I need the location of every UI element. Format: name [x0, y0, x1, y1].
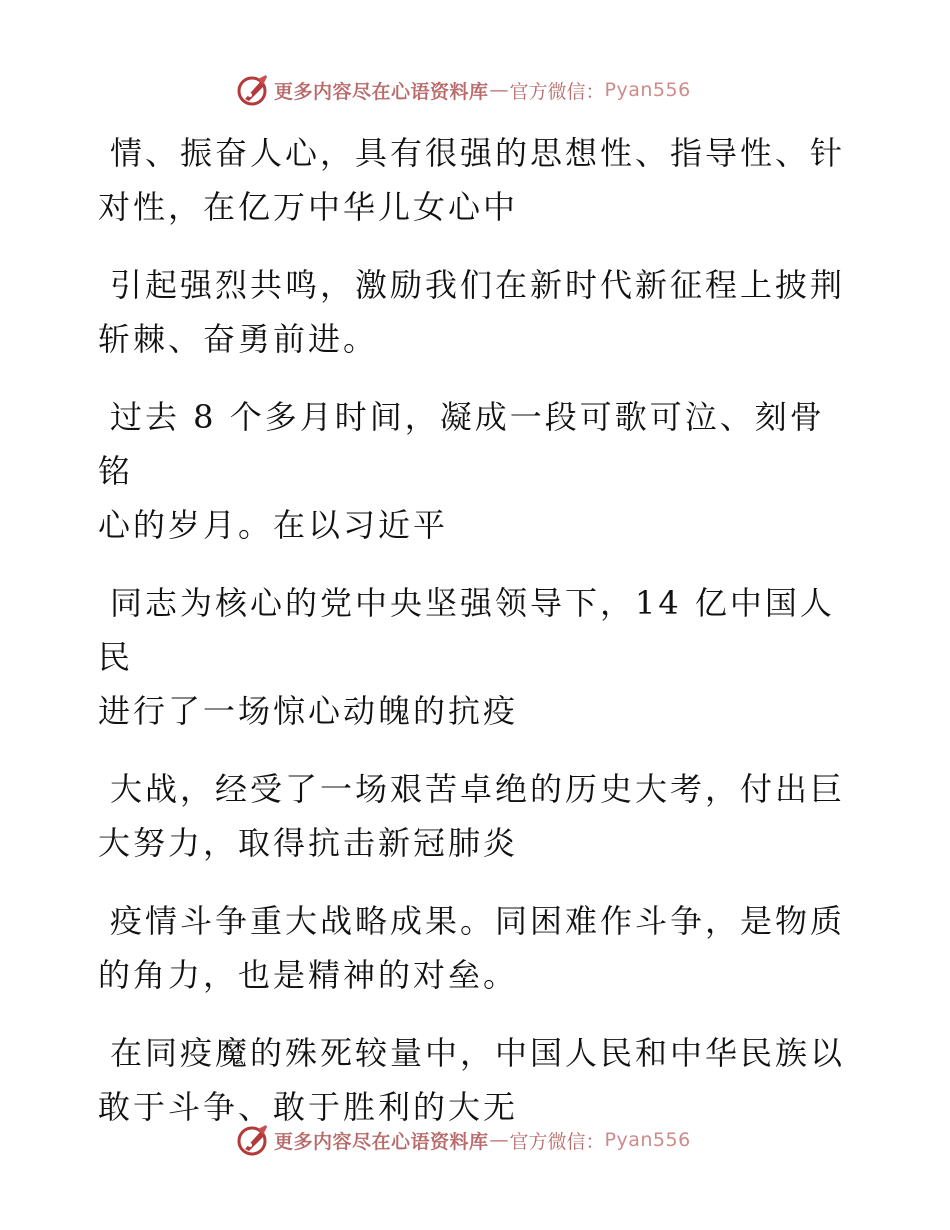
footer-wechat-label: 官方微信： [509, 1130, 605, 1153]
paragraph: 情、振奋人心，具有很强的思想性、指导性、针 对性，在亿万中华儿女心中 [98, 134, 846, 226]
header-wechat-label: 官方微信： [509, 80, 605, 103]
document-body [98, 126, 858, 1158]
pen-nib-logo-icon [236, 1123, 270, 1157]
footer-dash: — [489, 1129, 509, 1151]
paragraph: 大战，经受了一场艰苦卓绝的历史大考，付出巨 大努力，取得抗击新冠肺炎 [98, 770, 846, 862]
header-brand-text: 更多内容尽在心语资料库 [274, 80, 489, 103]
paragraph: 同志为核心的党中央坚强领导下，14 亿中国人民 进行了一场惊心动魄的抗疫 [98, 584, 835, 730]
footer-banner [236, 1122, 691, 1158]
header-dash: — [489, 79, 509, 101]
paragraph: 过去 8 个多月时间，凝成一段可歌可泣、刻骨铭 心的岁月。在以习近平 [98, 398, 825, 544]
paragraph: 引起强烈共鸣，激励我们在新时代新征程上披荆 斩棘、奋勇前进。 [98, 266, 846, 358]
footer-brand-text: 更多内容尽在心语资料库 [274, 1130, 489, 1153]
header-banner [236, 72, 691, 108]
paragraph: 疫情斗争重大战略成果。同困难作斗争，是物质 的角力，也是精神的对垒。 [98, 902, 846, 994]
paragraph: 在同疫魔的殊死较量中，中国人民和中华民族以 敢于斗争、敢于胜利的大无 [98, 1034, 846, 1126]
pen-nib-logo-icon [236, 73, 270, 107]
footer-wechat-id: Pyan556 [604, 1129, 691, 1151]
header-wechat-id: Pyan556 [604, 79, 691, 101]
